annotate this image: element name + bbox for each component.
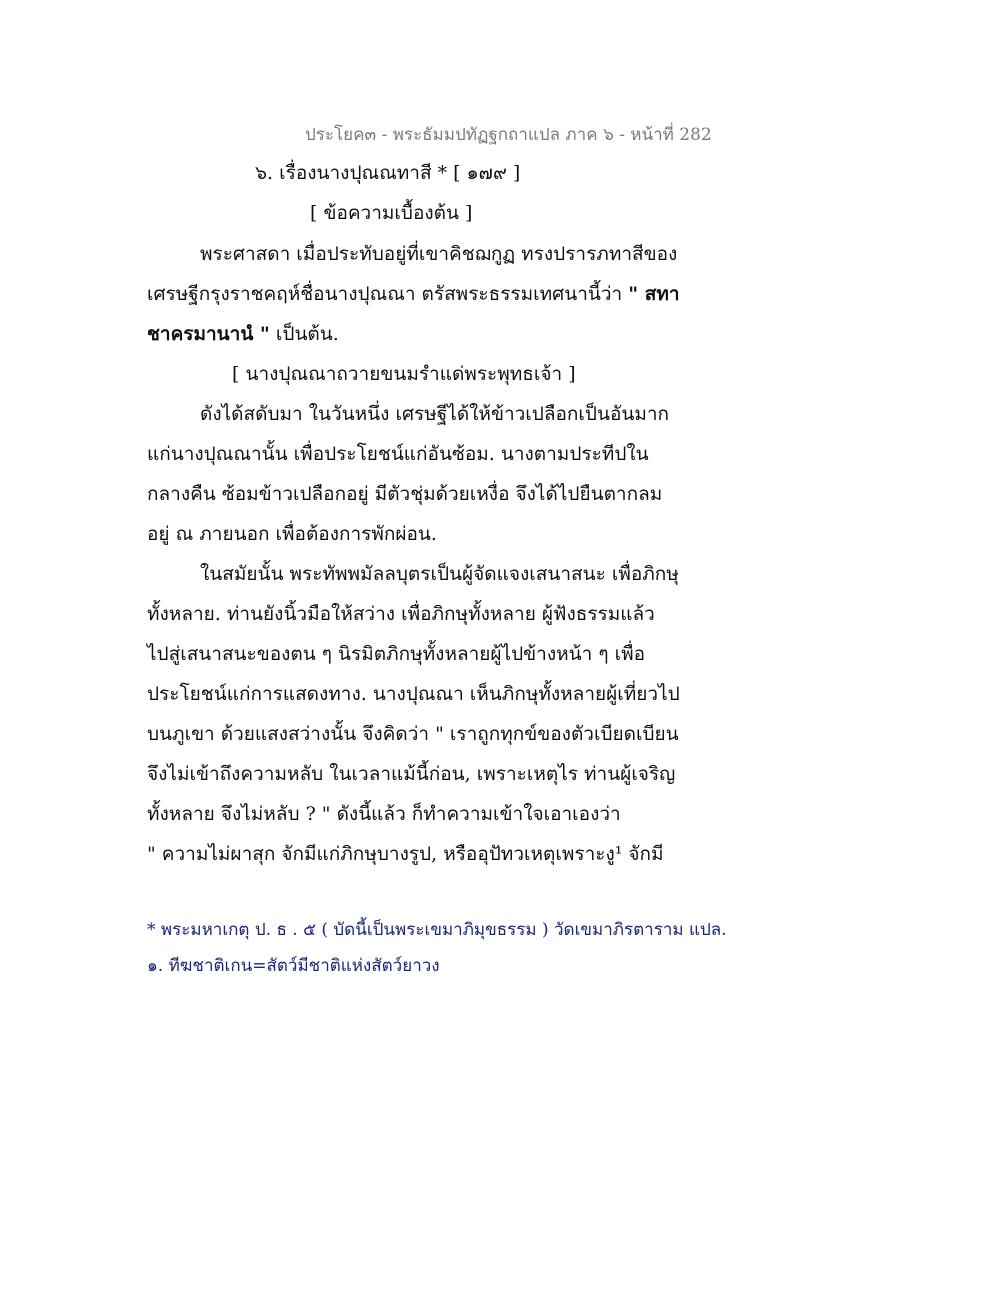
section-heading-intro: [ ข้อความเบื้องต้น ] xyxy=(310,202,473,224)
paragraph-line xyxy=(147,321,339,347)
paragraph-line: ไปสู่เสนาสนะของตน ๆ นิรมิตภิกษุทั้งหลายผู้ไปข้างหน้า ๆ เพื่อ xyxy=(147,643,645,665)
paragraph-line: ทั้งหลาย จึงไม่หลับ ? " ดังนี้แล้ว ก็ทำความเข้าใจเอาเองว่า xyxy=(147,803,621,825)
paragraph-line: " ความไม่ผาสุก จักมีแก่ภิกษุบางรูป, หรืออุปัทวเหตุเพราะงู¹ จักมี xyxy=(147,843,664,865)
paragraph-line: จึงไม่เข้าถึงความหลับ ในเวลาแม้นี้ก่อน, เพราะเหตุไร ท่านผู้เจริญ xyxy=(147,763,676,785)
text-span: เป็นต้น. xyxy=(269,323,339,345)
pali-quote: ชาครมานานํ " xyxy=(147,323,270,345)
paragraph-line: อยู่ ณ ภายนอก เพื่อต้องการพักผ่อน. xyxy=(147,523,437,545)
text-span: เศรษฐีกรุงราชคฤห์ชื่อนางปุณณา ตรัสพระธรรมเทศนานี้ว่า xyxy=(147,283,629,305)
paragraph-line: กลางคืน ซ้อมข้าวเปลือกอยู่ มีตัวชุ่มด้วยเหงื่อ จึงได้ไปยืนตากลม xyxy=(147,483,663,505)
paragraph-line: ประโยชน์แก่การแสดงทาง. นางปุณณา เห็นภิกษุทั้งหลายผู้เที่ยวไป xyxy=(147,683,680,705)
paragraph-line: ในสมัยนั้น พระทัพพมัลลบุตรเป็นผู้จัดแจงเสนาสนะ เพื่อภิกษุ xyxy=(200,563,679,585)
footnote-translator: * พระมหาเกตุ ป. ธ . ๕ ( บัดนี้เป็นพระเขมาภิมุขธรรม ) วัดเขมาภิรตาราม แปล. xyxy=(147,920,727,940)
running-header: ประโยค๓ - พระธัมมปทัฏฐกถาแปล ภาค ๖ - หน้าที่ 282 xyxy=(305,125,712,145)
paragraph-line: พระศาสดา เมื่อประทับอยู่ที่เขาคิชฌกูฏ ทรงปรารภทาสีของ xyxy=(200,243,678,265)
paragraph-line: ดังได้สดับมา ในวันหนึ่ง เศรษฐีได้ให้ข้าวเปลือกเป็นอันมาก xyxy=(200,403,670,425)
paragraph-line: ทั้งหลาย. ท่านยังนิ้วมือให้สว่าง เพื่อภิกษุทั้งหลาย ผู้ฟังธรรมแล้ว xyxy=(147,603,655,625)
paragraph-line: บนภูเขา ด้วยแสงสว่างนั้น จึงคิดว่า " เราถูกทุกข์ของตัวเบียดเบียน xyxy=(147,723,679,745)
footnote-1: ๑. ทีฆชาติเกน=สัตว์มีชาติแห่งสัตว์ยาวง xyxy=(147,956,440,976)
section-heading-story: [ นางปุณณาถวายขนมรำแด่พระพุทธเจ้า ] xyxy=(232,363,576,385)
paragraph-line: แก่นางปุณณานั้น เพื่อประโยชน์แก่อันซ้อม. นางตามประทีปใน xyxy=(147,443,649,465)
pali-quote: " สทา xyxy=(628,283,680,305)
paragraph-line xyxy=(147,281,680,307)
chapter-title: ๖. เรื่องนางปุณณทาสี * [ ๑๗๙ ] xyxy=(255,162,521,184)
